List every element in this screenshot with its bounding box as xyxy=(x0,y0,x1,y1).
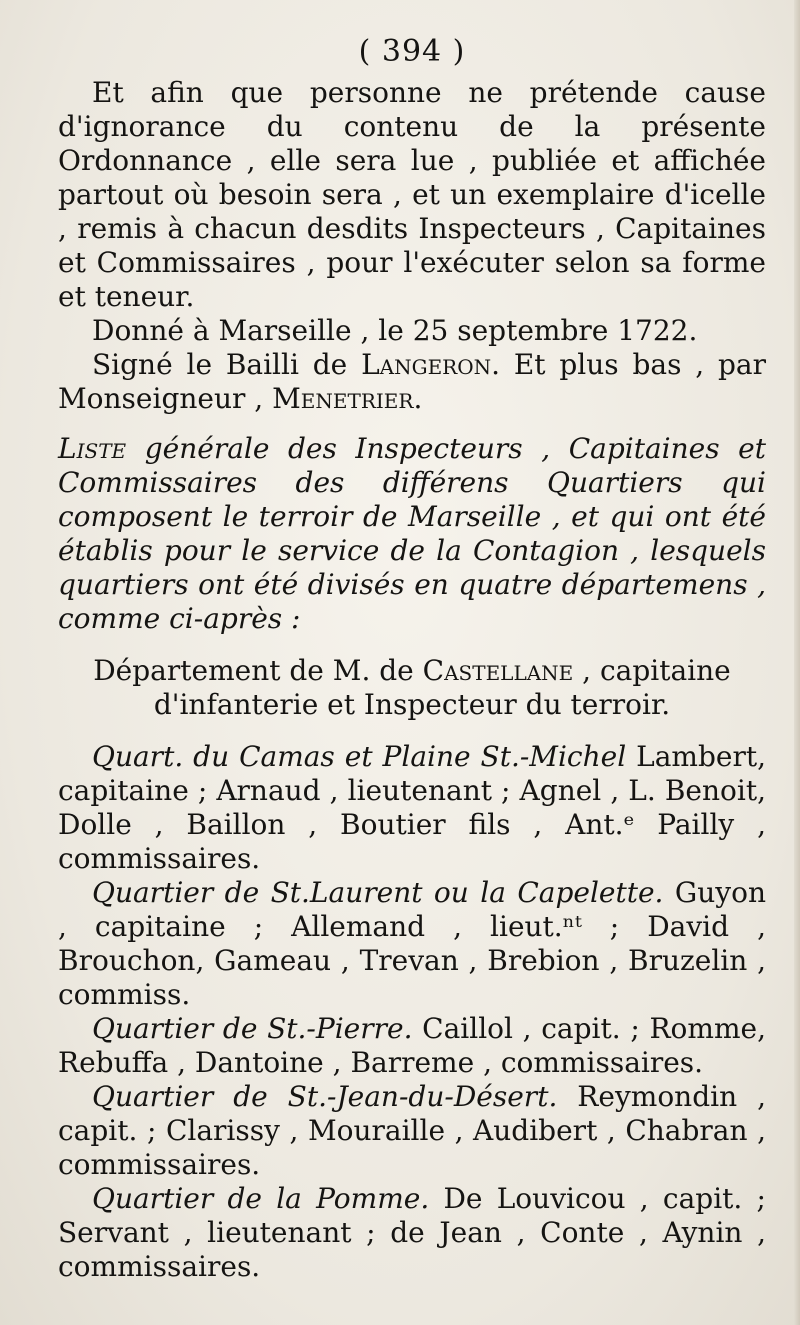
ordonnance-date: Donné à Marseille , le 25 septembre 1722. xyxy=(92,314,698,347)
quarter-body: Reymondin , capit. ; Clarissy , Mouraille , Audibert , Chabran , commissaires. xyxy=(58,1080,766,1181)
quarter-title: Quartier de St.Laurent ou la Capelette. xyxy=(92,876,664,909)
liste-heading-text: générale des Inspecteurs , Capitaines et Commissaires des différens Quartiers qui composent le terroir de Marseille , et qui ont été établis pour le service de la Contagion , lesquels quartiers ont été divisés en quatre départemens , comme ci-après : xyxy=(58,432,766,635)
quarter-entry xyxy=(58,740,766,876)
liste-lead-word: Liste xyxy=(58,432,127,465)
quarter-body: Guyon , capitaine ; Allemand , lieut.ⁿᵗ ; David , Brouchon, Gameau , Trevan , Brebion , Bruzelin , commiss. xyxy=(58,876,766,1011)
quarter-title: Quartier de la Pomme. xyxy=(92,1182,430,1215)
department-prefix: Département de M. de xyxy=(93,654,423,687)
signature-prefix: Signé le Bailli de xyxy=(92,348,362,381)
department-line1-end: , capitaine xyxy=(573,654,731,687)
quarter-title: Quart. du Camas et Plaine St.-Michel xyxy=(92,740,627,773)
ordonnance-signature xyxy=(58,348,766,416)
page-text xyxy=(58,30,766,1284)
department-heading xyxy=(58,654,766,722)
quarter-title: Quartier de St.-Jean-du-Désert. xyxy=(92,1080,558,1113)
signature-middle: . Et plus bas , par Monseigneur , xyxy=(58,348,767,415)
quarter-entry xyxy=(58,1080,766,1182)
secretary-name: Menetrier xyxy=(272,382,414,415)
quarter-entry xyxy=(58,1012,766,1080)
quarter-body: Caillol , capit. ; Romme, Rebuffa , Dantoine , Barreme , commissaires. xyxy=(58,1012,766,1079)
quarter-body: Lambert, capitaine ; Arnaud , lieutenant ; Agnel , L. Benoit, Dolle , Baillon , Boutier fils , Ant.ᵉ Pailly , commissaires. xyxy=(58,740,766,875)
signature-end: . xyxy=(413,382,423,415)
quarter-body: De Louvicou , capit. ; Servant , lieutenant ; de Jean , Conte , Aynin , commissaires. xyxy=(58,1182,766,1283)
page-number: ( 394 ) xyxy=(358,34,466,69)
quarter-entry xyxy=(58,1182,766,1284)
signatory-name: Langeron xyxy=(361,348,492,381)
quarter-title: Quartier de St.-Pierre. xyxy=(92,1012,413,1045)
department-line2: d'infanterie et Inspecteur du terroir. xyxy=(153,688,671,721)
ordonnance-paragraph: Et afin que personne ne prétende cause d'ignorance du contenu de la présente Ordonnance , elle sera lue , publiée et affichée partout où besoin sera , et un exemplaire d'icelle , remis à chacun desdits Inspecteurs , Capitaines et Commissaires , pour l'exécuter selon sa forme et teneur. xyxy=(58,76,766,313)
department-name: Castellane xyxy=(422,654,574,687)
page-edge-shadow xyxy=(794,0,800,1325)
liste-heading xyxy=(58,432,766,636)
quarter-entry xyxy=(58,876,766,1012)
